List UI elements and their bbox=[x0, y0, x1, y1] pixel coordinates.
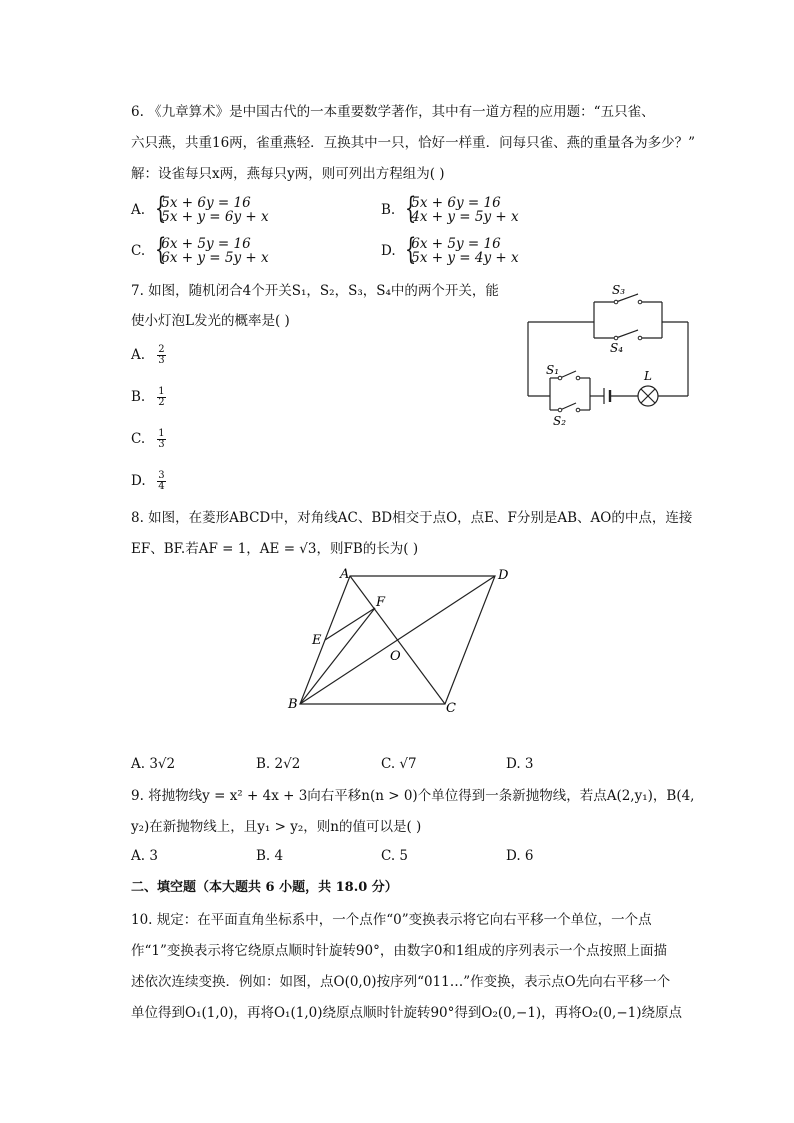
fraction bbox=[157, 429, 165, 450]
q7-option-c bbox=[131, 429, 166, 450]
option-label: B. bbox=[381, 201, 396, 218]
equation: { 6x + 5y = 16 bbox=[161, 236, 251, 252]
option-label: C. bbox=[131, 431, 146, 447]
rhombus-diagram bbox=[280, 562, 520, 722]
q9-option-a: A. 3 bbox=[131, 848, 158, 864]
label-l: L bbox=[644, 369, 652, 383]
label-c: C bbox=[446, 701, 456, 716]
q9-option-c: C. 5 bbox=[381, 848, 409, 864]
equation: { 5x + 6y = 16 bbox=[161, 195, 251, 211]
q9-line-1: 9. 将抛物线y = x² + 4x + 3向右平移n(n > 0)个单位得到一条新抛物线，若点A(2,y₁)，B(4, bbox=[131, 788, 695, 804]
option-label: C. bbox=[131, 242, 146, 259]
denominator: 3 bbox=[158, 439, 165, 450]
q9-option-d: D. 6 bbox=[506, 848, 534, 864]
q8-option-a: A. 3√2 bbox=[131, 756, 176, 772]
q6-option-b bbox=[381, 196, 519, 224]
fraction bbox=[157, 345, 165, 366]
label-o: O bbox=[390, 649, 401, 664]
numerator: 1 bbox=[158, 386, 165, 397]
q8-line-1: 8. 如图，在菱形ABCD中，对角线AC、BD相交于点O，点E、F分别是AB、AO的中点，连接 bbox=[131, 510, 693, 526]
option-label: B. bbox=[131, 389, 146, 405]
q7-option-b bbox=[131, 387, 166, 408]
q8-option-b: B. 2√2 bbox=[256, 756, 301, 772]
circuit-diagram bbox=[520, 280, 700, 430]
numerator: 2 bbox=[158, 344, 165, 355]
label-f: F bbox=[376, 595, 386, 610]
equation: 5x + y = 6y + x bbox=[161, 209, 269, 225]
denominator: 4 bbox=[158, 481, 165, 492]
equation: 5x + y = 4y + x bbox=[411, 250, 519, 266]
label-e: E bbox=[312, 633, 322, 648]
denominator: 2 bbox=[158, 397, 165, 408]
label-s4: S₄ bbox=[610, 341, 624, 355]
q7-line-1: 7. 如图，随机闭合4个开关S₁，S₂，S₃，S₄中的两个开关，能 bbox=[131, 283, 499, 299]
fraction bbox=[157, 387, 165, 408]
q6-option-c bbox=[131, 237, 269, 265]
equation: 4x + y = 5y + x bbox=[411, 209, 519, 225]
q6-line-2: 六只燕，共重16两，雀重燕轻．互换其中一只，恰好一样重．问每只雀、燕的重量各为多少？” bbox=[131, 135, 696, 151]
q6-option-a bbox=[131, 196, 269, 224]
q6-option-d bbox=[381, 237, 519, 265]
fraction bbox=[157, 471, 165, 492]
q9-option-b: B. 4 bbox=[256, 848, 284, 864]
numerator: 3 bbox=[158, 470, 165, 481]
option-label: D. bbox=[381, 242, 396, 259]
label-d: D bbox=[498, 568, 509, 583]
label-s3: S₃ bbox=[612, 283, 626, 297]
q10-line-1: 10. 规定：在平面直角坐标系中，一个点作“0”变换表示将它向右平移一个单位，一个点 bbox=[131, 912, 652, 928]
equation: 6x + y = 5y + x bbox=[161, 250, 269, 266]
equation: { 6x + 5y = 16 bbox=[411, 236, 501, 252]
label-b: B bbox=[288, 697, 298, 712]
numerator: 1 bbox=[158, 428, 165, 439]
q8-option-c: C. √7 bbox=[381, 756, 417, 772]
q10-line-4: 单位得到O₁(1,0)，再将O₁(1,0)绕原点顺时针旋转90°得到O₂(0,−1)，再将O₂(0,−1)绕原点 bbox=[131, 1005, 682, 1021]
q10-line-3: 述依次连续变换．例如：如图，点O(0,0)按序列“011…”作变换，表示点O先向右平移一个 bbox=[131, 974, 671, 990]
q10-line-2: 作“1”变换表示将它绕原点顺时针旋转90°，由数字0和1组成的序列表示一个点按照上面描 bbox=[131, 943, 667, 959]
equation: { 5x + 6y = 16 bbox=[411, 195, 501, 211]
label-s2: S₂ bbox=[553, 414, 567, 428]
q7-line-2: 使小灯泡L发光的概率是( ) bbox=[131, 313, 290, 329]
label-a: A bbox=[340, 567, 350, 582]
option-label: A. bbox=[131, 347, 146, 363]
section-heading: 二、填空题（本大题共 6 小题，共 18.0 分） bbox=[131, 880, 398, 895]
q6-line-3: 解：设雀每只x两，燕每只y两，则可列出方程组为( ) bbox=[131, 166, 445, 182]
option-label: D. bbox=[131, 473, 146, 489]
q9-line-2: y₂)在新抛物线上，且y₁ > y₂，则n的值可以是( ) bbox=[131, 819, 422, 835]
q6-line-1: 6. 《九章算术》是中国古代的一本重要数学著作，其中有一道方程的应用题：“五只雀、 bbox=[131, 104, 655, 120]
option-label: A. bbox=[131, 201, 146, 218]
q8-option-d: D. 3 bbox=[506, 756, 534, 772]
denominator: 3 bbox=[158, 355, 165, 366]
q7-option-a bbox=[131, 345, 166, 366]
q7-option-d bbox=[131, 471, 166, 492]
label-s1: S₁ bbox=[546, 363, 560, 377]
q8-line-2: EF、BF.若AF = 1，AE = √3，则FB的长为( ) bbox=[131, 541, 419, 557]
